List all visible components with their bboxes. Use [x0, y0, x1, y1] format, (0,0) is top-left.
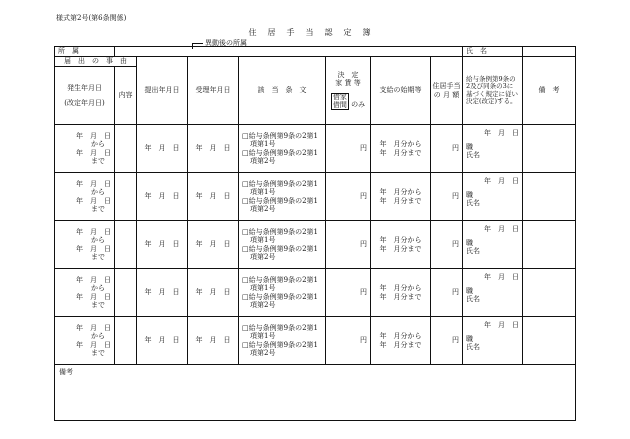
- decision-title: 職: [466, 239, 474, 248]
- content-cell[interactable]: [115, 173, 137, 221]
- content-cell[interactable]: [115, 269, 137, 317]
- payment-start-cell[interactable]: [371, 269, 431, 317]
- receive-date-cell[interactable]: 年 月 日: [188, 317, 239, 365]
- register-row: [55, 317, 576, 365]
- payment-from: 年 月分から: [379, 188, 422, 197]
- occurrence-from-date: 年 月 日: [76, 276, 111, 285]
- occurrence-to-date: 年 月 日: [76, 340, 111, 349]
- receive-date-cell[interactable]: 年 月 日: [188, 125, 239, 173]
- decision-note-header: 給与条例第9条の2及び同条の3に基づく規定に従い決定(改定)する。: [463, 57, 523, 125]
- header-affiliation-row: [55, 47, 576, 57]
- decided-rent-cell[interactable]: 円: [326, 269, 371, 317]
- register-row: [55, 173, 576, 221]
- payment-from: 年 月分から: [379, 236, 422, 245]
- payment-start-header: 支給の始期等: [371, 57, 431, 125]
- footer-remarks-row: [55, 365, 576, 421]
- occurrence-date-cell[interactable]: [55, 173, 115, 221]
- clause-checkbox-1[interactable]: □給与条例第9条の2第1: [242, 132, 318, 141]
- register-row: [55, 221, 576, 269]
- clause-cell[interactable]: [239, 317, 326, 365]
- occurrence-date-cell[interactable]: [55, 317, 115, 365]
- decided-rent-cell[interactable]: 円: [326, 221, 371, 269]
- clause-checkbox-2[interactable]: □給与条例第9条の2第1: [242, 196, 318, 205]
- monthly-amount-cell[interactable]: 円: [431, 269, 463, 317]
- decision-date: 年 月 日: [484, 321, 520, 329]
- decision-cell[interactable]: [463, 317, 523, 365]
- decision-title: 職: [466, 143, 474, 152]
- payment-until: 年 月分まで: [379, 340, 422, 349]
- remarks-cell[interactable]: [523, 173, 576, 221]
- decision-cell[interactable]: [463, 221, 523, 269]
- monthly-amount-cell[interactable]: 円: [431, 317, 463, 365]
- clause-cell[interactable]: [239, 125, 326, 173]
- form-id: 様式第2号(第6条関係): [56, 14, 127, 22]
- until-label: まで: [91, 156, 105, 165]
- decision-title: 職: [466, 335, 474, 344]
- header-row-1: [55, 57, 576, 67]
- content-cell[interactable]: [115, 221, 137, 269]
- submit-date-cell[interactable]: 年 月 日: [137, 269, 188, 317]
- payment-until: 年 月分まで: [379, 196, 422, 205]
- submit-date-cell[interactable]: 年 月 日: [137, 221, 188, 269]
- payment-start-cell[interactable]: [371, 317, 431, 365]
- remarks-cell[interactable]: [523, 317, 576, 365]
- payment-until: 年 月分まで: [379, 244, 422, 253]
- payment-start-cell[interactable]: [371, 125, 431, 173]
- occurrence-to-date: 年 月 日: [76, 148, 111, 157]
- register-row: [55, 125, 576, 173]
- clause-2-item: 項第2号: [250, 300, 276, 309]
- until-label: まで: [91, 348, 105, 357]
- content-cell[interactable]: [115, 317, 137, 365]
- monthly-amount-line2: の 月 額: [433, 90, 460, 99]
- until-label: まで: [91, 300, 105, 309]
- subtitle: 異動後の所属: [205, 39, 247, 47]
- occurrence-date-cell[interactable]: [55, 221, 115, 269]
- decided-rent-line1: 決 定: [337, 70, 359, 79]
- from-label: から: [91, 332, 105, 341]
- from-label: から: [91, 140, 105, 149]
- until-label: まで: [91, 252, 105, 261]
- content-cell[interactable]: [115, 125, 137, 173]
- decision-cell[interactable]: [463, 125, 523, 173]
- decided-rent-cell[interactable]: 円: [326, 317, 371, 365]
- occurrence-date-header: [55, 67, 115, 125]
- monthly-amount-cell[interactable]: 円: [431, 173, 463, 221]
- until-label: まで: [91, 204, 105, 213]
- receive-date-cell[interactable]: 年 月 日: [188, 269, 239, 317]
- occurrence-to-date: 年 月 日: [76, 292, 111, 301]
- decided-rent-cell[interactable]: 円: [326, 173, 371, 221]
- from-label: から: [91, 188, 105, 197]
- content-header: 内容: [115, 67, 137, 125]
- affiliation-value[interactable]: [115, 47, 463, 57]
- occurrence-date-cell[interactable]: [55, 269, 115, 317]
- occurrence-from-date: 年 月 日: [76, 132, 111, 141]
- payment-from: 年 月分から: [379, 332, 422, 341]
- footer-remarks-cell[interactable]: [55, 365, 576, 421]
- clause-checkbox-2[interactable]: □給与条例第9条の2第1: [242, 244, 318, 253]
- occurrence-to-date: 年 月 日: [76, 244, 111, 253]
- clause-1-item: 項第1号: [250, 236, 276, 245]
- name-value[interactable]: [523, 47, 576, 57]
- monthly-amount-cell[interactable]: 円: [431, 125, 463, 173]
- decided-rent-header: [326, 57, 371, 125]
- decision-name: 氏名: [466, 199, 481, 208]
- name-label: 氏 名: [463, 47, 523, 57]
- rent-type-box: [331, 93, 349, 110]
- register-row: [55, 269, 576, 317]
- decision-name: 氏名: [466, 151, 481, 160]
- payment-until: 年 月分まで: [379, 292, 422, 301]
- decision-title: 職: [466, 191, 474, 200]
- remarks-cell[interactable]: [523, 125, 576, 173]
- occurrence-to-date: 年 月 日: [76, 196, 111, 205]
- page-title: 住居手当認定簿: [248, 28, 382, 37]
- clause-1-item: 項第1号: [250, 188, 276, 197]
- clause-2-item: 項第2号: [250, 156, 276, 165]
- clause-checkbox-1[interactable]: □給与条例第9条の2第1: [242, 180, 318, 189]
- remarks-header: 備 考: [523, 57, 576, 125]
- clause-2-item: 項第2号: [250, 252, 276, 261]
- receive-date-cell[interactable]: 年 月 日: [188, 221, 239, 269]
- decision-date: 年 月 日: [484, 177, 520, 185]
- change-date-label: (改定年月日): [64, 98, 105, 107]
- clause-2-item: 項第2号: [250, 204, 276, 213]
- register-table: [54, 46, 576, 421]
- payment-from: 年 月分から: [379, 284, 422, 293]
- monthly-amount-cell[interactable]: 円: [431, 221, 463, 269]
- notification-event-header: 届 出 の 事 由: [55, 57, 137, 67]
- decided-rent-line2: 家 賃 等: [335, 78, 361, 87]
- clause-checkbox-2[interactable]: □給与条例第9条の2第1: [242, 148, 318, 157]
- decision-cell[interactable]: [463, 173, 523, 221]
- monthly-amount-header: [431, 57, 463, 125]
- submit-date-cell[interactable]: 年 月 日: [137, 173, 188, 221]
- submit-date-cell[interactable]: 年 月 日: [137, 317, 188, 365]
- occurrence-date-cell[interactable]: [55, 125, 115, 173]
- clause-1-item: 項第1号: [250, 140, 276, 149]
- decision-date: 年 月 日: [484, 225, 520, 233]
- occurrence-from-date: 年 月 日: [76, 180, 111, 189]
- clause-cell[interactable]: [239, 269, 326, 317]
- decision-name: 氏名: [466, 247, 481, 256]
- decided-rent-cell[interactable]: 円: [326, 125, 371, 173]
- decision-date: 年 月 日: [484, 129, 520, 137]
- payment-start-cell[interactable]: [371, 221, 431, 269]
- clause-1-item: 項第1号: [250, 332, 276, 341]
- decision-name: 氏名: [466, 343, 481, 352]
- payment-start-cell[interactable]: [371, 173, 431, 221]
- payment-from: 年 月分から: [379, 140, 422, 149]
- decision-date: 年 月 日: [484, 273, 520, 281]
- clause-checkbox-2[interactable]: □給与条例第9条の2第1: [242, 292, 318, 301]
- clause-cell[interactable]: [239, 221, 326, 269]
- decision-title: 職: [466, 287, 474, 296]
- remarks-cell[interactable]: [523, 269, 576, 317]
- clause-cell[interactable]: [239, 173, 326, 221]
- decision-name: 氏名: [466, 295, 481, 304]
- from-label: から: [91, 236, 105, 245]
- decision-cell[interactable]: [463, 269, 523, 317]
- rent-only-label: のみ: [351, 100, 366, 109]
- clause-checkbox-1[interactable]: □給与条例第9条の2第1: [242, 324, 318, 333]
- applicable-clause-header: 該 当 条 文: [239, 57, 326, 125]
- from-label: から: [91, 284, 105, 293]
- clause-checkbox-2[interactable]: □給与条例第9条の2第1: [242, 340, 318, 349]
- footer-remarks-label: 備考: [59, 368, 73, 376]
- occurrence-date-label: 発生年月日: [67, 84, 102, 93]
- clause-1-item: 項第1号: [250, 284, 276, 293]
- payment-until: 年 月分まで: [379, 148, 422, 157]
- rent-type-room: 借間: [332, 100, 347, 109]
- receive-date-header: 受理年月日: [188, 57, 239, 125]
- submit-date-cell[interactable]: 年 月 日: [137, 125, 188, 173]
- receive-date-cell[interactable]: 年 月 日: [188, 173, 239, 221]
- occurrence-from-date: 年 月 日: [76, 324, 111, 333]
- clause-checkbox-1[interactable]: □給与条例第9条の2第1: [242, 228, 318, 237]
- submit-date-header: 提出年月日: [137, 57, 188, 125]
- clause-checkbox-1[interactable]: □給与条例第9条の2第1: [242, 276, 318, 285]
- occurrence-from-date: 年 月 日: [76, 228, 111, 237]
- remarks-cell[interactable]: [523, 221, 576, 269]
- clause-2-item: 項第2号: [250, 348, 276, 357]
- monthly-amount-line1: 住居手当: [432, 82, 461, 91]
- rent-type-house: 借家: [332, 92, 347, 101]
- affiliation-label: 所 属: [55, 47, 115, 57]
